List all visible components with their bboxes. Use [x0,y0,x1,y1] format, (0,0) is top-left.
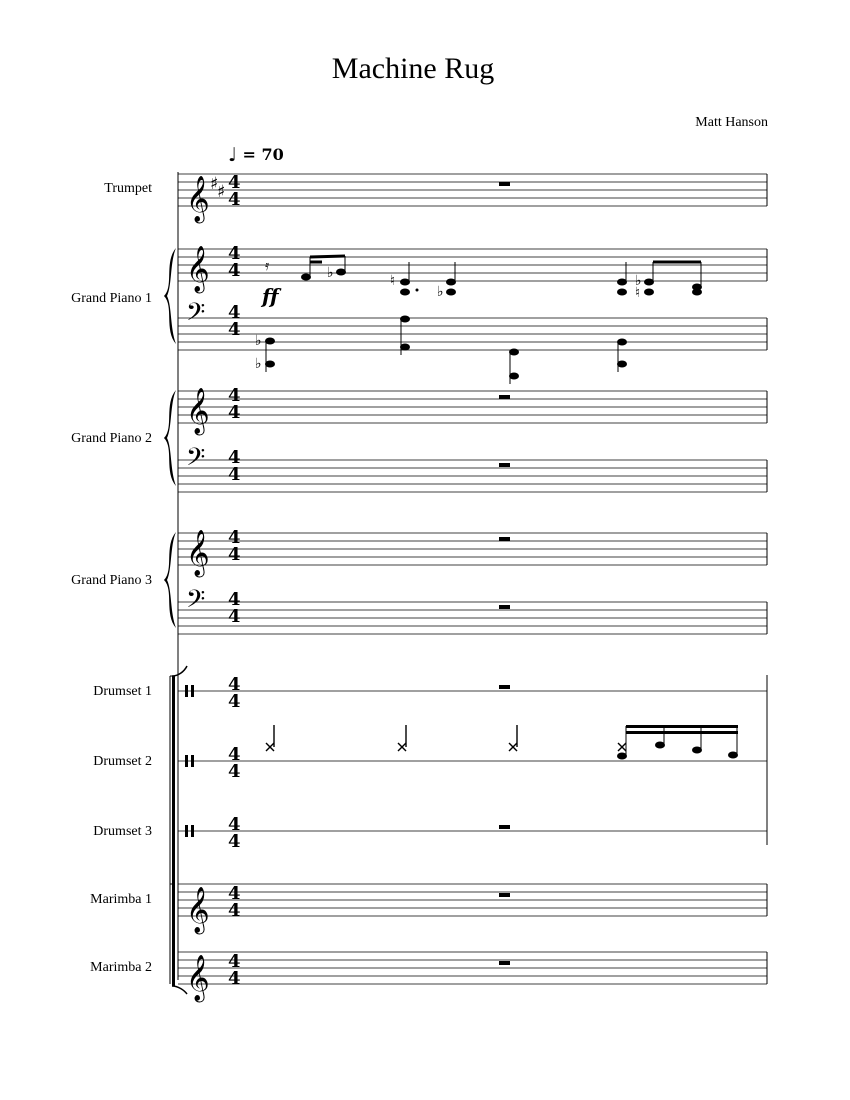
svg-text:4: 4 [228,674,241,695]
svg-text:𝄞: 𝄞 [186,530,210,576]
quarter-note-icon: ♩ [228,144,237,166]
instrument-label-trumpet: Trumpet [104,181,152,196]
svg-text:♭: ♭ [437,284,444,300]
svg-text:4: 4 [228,883,241,904]
svg-text:4: 4 [228,402,241,423]
svg-text:4: 4 [228,319,241,340]
svg-text:4: 4 [228,385,241,406]
piano-2-content [186,385,510,485]
svg-text:𝄞: 𝄞 [186,955,210,1001]
svg-text:♮: ♮ [635,285,641,301]
svg-text:4: 4 [228,951,241,972]
svg-text:♮: ♮ [390,273,396,289]
svg-text:4: 4 [228,172,241,193]
drumset-1-content [185,674,510,712]
svg-text:𝄞: 𝄞 [186,388,210,434]
svg-text:4: 4 [228,260,241,281]
instrument-label-marimba-2: Marimba 2 [90,960,152,975]
svg-text:4: 4 [228,302,241,323]
whole-rest [499,182,510,186]
piano-3-content [186,527,510,627]
svg-text:𝄢: 𝄢 [186,443,206,478]
instrument-label-drumset-1: Drumset 1 [93,684,152,699]
svg-text:4: 4 [228,968,241,989]
piano-1-bass-content [186,298,627,384]
svg-text:4: 4 [228,831,241,852]
svg-text:4: 4 [228,761,241,782]
marimba-2-content [186,951,510,1003]
instrument-label-grand-piano-3: Grand Piano 3 [71,573,152,588]
piano-1-brace [164,248,176,344]
svg-text:4: 4 [228,606,241,627]
sharp-icon: ♯ [210,174,219,194]
svg-text:4: 4 [228,464,241,485]
instrument-label-drumset-2: Drumset 2 [93,754,152,769]
svg-text:4: 4 [228,544,241,565]
drumset-3-content [185,814,510,852]
composer-name: Matt Hanson [695,115,768,130]
drumset-2-content [185,725,738,782]
score-title: Machine Rug [331,52,495,85]
svg-text:4: 4 [228,900,241,921]
instrument-label-drumset-3: Drumset 3 [93,824,152,839]
svg-text:4: 4 [228,527,241,548]
tempo-value: = 70 [242,145,284,164]
percussion-bracket [172,666,187,994]
instrument-label-grand-piano-2: Grand Piano 2 [71,431,152,446]
svg-text:𝄢: 𝄢 [186,585,206,620]
svg-text:♭: ♭ [635,273,642,289]
instrument-label-grand-piano-1: Grand Piano 1 [71,291,152,306]
svg-text:4: 4 [228,814,241,835]
treble-clef-icon: 𝄞 [186,246,210,292]
piano-2-brace [164,390,176,486]
svg-text:♭: ♭ [255,356,262,372]
svg-text:4: 4 [228,589,241,610]
piano-3-brace [164,532,176,628]
bass-clef-icon: 𝄢 [186,298,206,333]
instrument-label-marimba-1: Marimba 1 [90,892,152,907]
sixteenth-rest: 𝄿 [265,258,270,274]
svg-text:4: 4 [228,189,241,210]
svg-text:4: 4 [228,744,241,765]
flat-icon: ♭ [327,265,334,281]
marimba-1-content [186,883,510,935]
svg-text:4: 4 [228,243,241,264]
svg-text:4: 4 [228,691,241,712]
sharp-icon: ♯ [217,182,226,202]
piano-1-treble-content [186,243,702,308]
time-signature [228,172,241,210]
svg-text:4: 4 [228,447,241,468]
treble-clef-icon: 𝄞 [186,176,210,222]
svg-text:𝄞: 𝄞 [186,887,210,933]
dynamic-marking: ff [262,284,279,308]
svg-text:♭: ♭ [255,333,262,349]
